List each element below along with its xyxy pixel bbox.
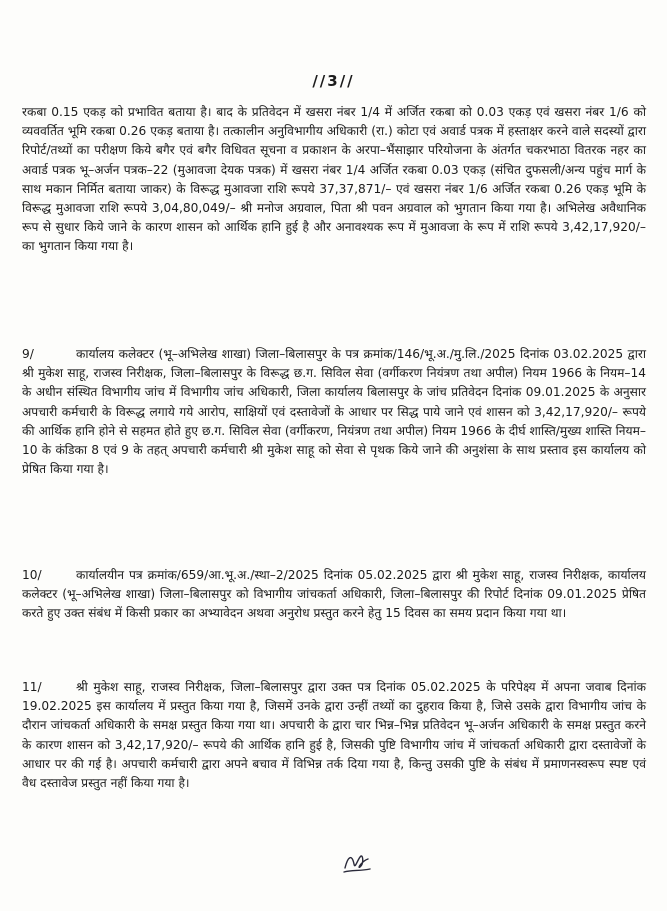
paragraph-number: 10/ [22,568,42,582]
paragraph-10 [22,566,646,624]
paragraph-text: श्री मुकेश साहू, राजस्व निरीक्षक, जिला–बिलासपुर द्वारा उक्त पत्र दिनांक 05.02.2025 के परिपेक्ष्य में अपना जवाब दिनांक 19.02.2025 इस कार्यालय में प्रस्तुत किया गया है, जिसमें उनके द्वारा उन्हीं तथ्यों का दुहराव किया है, जिसे उसके द्वारा विभागीय जांच के दौरान जांचकर्ता अधिकारी के समक्ष प्रस्तुत किया गया था। अपचारी के द्वारा चार भिन्न–भिन्न प्रतिवेदन भू–अर्जन अधिकारी के समक्ष प्रस्तुत करने के कारण शासन को 3,42,17,920/– रूपये की आर्थिक हानि हुई है, जिसकी पुष्टि विभागीय जांच में जांचकर्ता अधिकारी द्वारा दस्तावेजों के आधार पर की गई है। अपचारी कर्मचारी द्वारा अपने बचाव में विभिन्न तर्क दिया गया है, किन्तु उसकी पुष्टि के संबंध में प्रमाणनस्वरूप स्पष्ट एवं वैध दस्तावेज प्रस्तुत नहीं किया गया है। [22,680,646,791]
paragraph-9 [22,345,646,479]
paragraph-text: रकबा 0.15 एकड़ को प्रभावित बताया है। बाद के प्रतिवेदन में खसरा नंबर 1/4 में अर्जित रकबा को 0.03 एकड़ एवं खसरा नंबर 1/6 को व्यववर्तित भूमि रकबा 0.26 एकड़ बताया है। तत्कालीन अनुविभागीय अधिकारी (रा.) कोटा एवं अवार्ड पत्रक में हस्ताक्षर करने वाले सदस्यों द्वारा रिपोर्ट/तथ्यों का परीक्षण किये बगैर एवं बगैर विधिवत सूचना व प्रकाशन के अरपा–भैंसाझार परियोजना के अंतर्गत चकरभाठा वितरक नहर का अवार्ड पत्रक भू–अर्जन पत्रक–22 (मुआवजा देयक पत्रक) में खसरा नंबर 1/4 अर्जित रकबा 0.03 एकड़ (संचित दुफसली/अन्य पहुंच मार्ग के साथ मकान निर्मित बताया जाकर) के विरूद्ध मुआवजा राशि रूपये 37,37,871/– एवं खसरा नंबर 1/6 अर्जित रकबा 0.26 एकड़ भूमि के विरूद्ध मुआवजा राशि रूपये 3,04,80,049/– श्री मनोज अग्रवाल, पिता श्री पवन अग्रवाल को भुगतान किया गया है। अभिलेख अवैधानिक रूप से सुधार किये जाने के कारण शासन को आर्थिक हानि हुई है और अनावश्यक रूप में मुआवजा के रूप में राशि रूपये 3,42,17,920/– का भुगतान किया गया है। [22,105,646,254]
paragraph-text: कार्यालय कलेक्टर (भू–अभिलेख शाखा) जिला–बिलासपुर के पत्र क्रमांक/146/भू.अ./मु.लि./2025 दिनांक 03.02.2025 द्वारा श्री मुकेश साहू, राजस्व निरीक्षक, जिला–बिलासपुर के विरूद्ध छ.ग. सिविल सेवा (वर्गीकरण नियंत्रण तथा अपील) नियम 1966 के नियम–14 के अधीन संस्थित विभागीय जांच में विभागीय जांच अधिकारी, जिला कार्यालय बिलासपुर के जांच प्रतिवेदन दिनांक 09.01.2025 के अनुसार अपचारी कर्मचारी के विरूद्ध लगाये गये आरोप, साक्षियों एवं दस्तावेजों के आधार पर सिद्ध पाये जाने एवं शासन को 3,42,17,920/– रूपये की आर्थिक हानि होने से सहमत होते हुए छ.ग. सिविल सेवा (वर्गीकरण, नियंत्रण तथा अपील) नियम 1966 के दीर्घ शास्ति/मुख्य शास्ति नियम–10 के कंडिका 8 एवं 9 के तहत् अपचारी कर्मचारी श्री मुकेश साहू को सेवा से पृथक किये जाने की अनुशंसा के साथ प्रस्ताव इस कार्यालय को प्रेषित किया गया है। [22,347,646,477]
paragraph-number: 11/ [22,680,42,694]
page-number: //3// [312,72,355,90]
paragraph-continued [22,103,646,257]
signature-mark [342,850,372,876]
paragraph-number: 9/ [22,347,34,361]
paragraph-11 [22,678,646,793]
paragraph-text: कार्यालयीन पत्र क्रमांक/659/आ.भू.अ./स्था–2/2025 दिनांक 05.02.2025 द्वारा श्री मुकेश साहू, राजस्व निरीक्षक, कार्यालय कलेक्टर (भू–अभिलेख शाखा) जिला–बिलासपुर को विभागीय जांचकर्ता अधिकारी, जिला–बिलासपुर की रिपोर्ट दिनांक 09.01.2025 प्रेषित करते हुए उक्त संबंध में किसी प्रकार का अभ्यावेदन अथवा अनुरोध प्रस्तुत करने हेतु 15 दिवस का समय प्रदान किया गया था। [22,568,646,621]
